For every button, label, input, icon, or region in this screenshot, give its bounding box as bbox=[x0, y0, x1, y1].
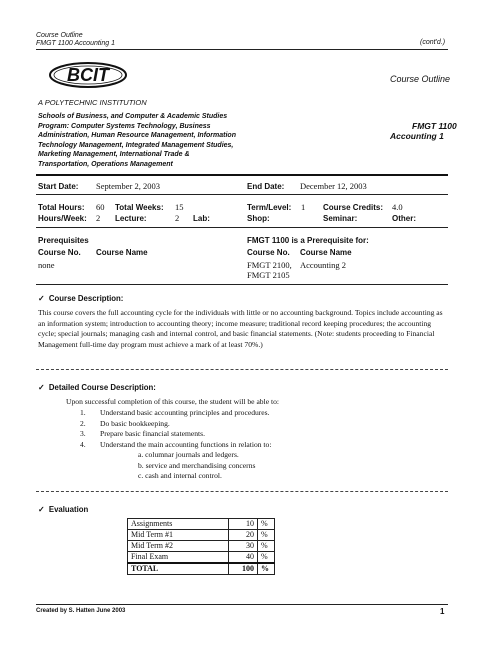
term-level-value: 1 bbox=[301, 202, 306, 212]
lab-label: Lab: bbox=[193, 214, 210, 223]
eval-total-name: TOTAL bbox=[128, 563, 229, 575]
eval-total-value: 100 bbox=[229, 563, 258, 575]
header-doc-type: Course Outline bbox=[36, 32, 83, 39]
start-date-value: September 2, 2003 bbox=[96, 181, 160, 191]
eval-value: 40 bbox=[229, 552, 258, 564]
sub-list-item: a. columnar journals and ledgers. bbox=[138, 450, 239, 459]
prereq-value: none bbox=[38, 260, 55, 270]
course-credits-label: Course Credits: bbox=[323, 203, 384, 212]
logo-text: BCIT bbox=[67, 65, 109, 85]
course-credits-value: 4.0 bbox=[392, 202, 403, 212]
total-weeks-label: Total Weeks: bbox=[115, 203, 164, 212]
eval-name: Assignments bbox=[128, 519, 229, 530]
eval-unit: % bbox=[258, 519, 275, 530]
lecture-label: Lecture: bbox=[115, 214, 147, 223]
bullet-icon: ✓ bbox=[38, 294, 49, 303]
end-date-value: December 12, 2003 bbox=[300, 181, 367, 191]
evaluation-title: Evaluation bbox=[48, 505, 89, 514]
right-course-name: Accounting 1 bbox=[390, 131, 444, 141]
school-line-6: Transportation, Operations Management bbox=[38, 160, 173, 168]
bullet-icon: ✓ bbox=[38, 383, 49, 392]
school-line-5: Marketing Management, International Trade & bbox=[38, 151, 190, 158]
course-description-text: This course covers the full accounting cycle for the individuals with little or no accounting background. Topics include accounting as an information system; introduction to accounting theory; income measure; traditional record keeping procedures; the accounting cycle; special journals; managing cash and internal control, and basic financial statements. (Note: students proceeding to Financial Management full-time day program must achieve a mark of at least 70%.) bbox=[38, 308, 443, 349]
detailed-description-title: Detailed Course Description: bbox=[48, 383, 156, 392]
hours-week-label: Hours/Week: bbox=[38, 214, 87, 223]
evaluation-section bbox=[38, 505, 88, 514]
list-item: 1. Understand basic accounting principles and procedures. bbox=[80, 408, 270, 417]
prereq-for-title: FMGT 1100 is a Prerequisite for: bbox=[247, 236, 369, 245]
course-description-title: Course Description: bbox=[48, 294, 124, 303]
eval-value: 10 bbox=[229, 519, 258, 530]
eval-name: Final Exam bbox=[128, 552, 229, 564]
course-description-section bbox=[38, 294, 123, 303]
prereq-for-course-no-1: FMGT 2100, bbox=[247, 260, 292, 270]
school-line-2: Program: Computer Systems Technology, Business bbox=[38, 122, 211, 130]
prereq-title: Prerequisites bbox=[38, 236, 89, 245]
list-item: 2. Do basic bookkeeping. bbox=[80, 418, 170, 428]
sub-list-item: c. cash and internal control. bbox=[138, 471, 222, 480]
list-item: 4. Understand the main accounting functions in relation to: bbox=[80, 439, 272, 449]
bcit-logo bbox=[44, 58, 134, 92]
header-contd: (cont'd.) bbox=[420, 39, 446, 46]
table-row-total bbox=[128, 563, 275, 575]
prereq-for-col-no: Course No. bbox=[247, 248, 290, 257]
school-line-1: Schools of Business, and Computer & Academic Studies bbox=[38, 113, 228, 120]
prereq-col-no: Course No. bbox=[38, 248, 81, 257]
detailed-rule bbox=[36, 491, 448, 492]
hours-rule bbox=[36, 227, 448, 228]
prereq-for-col-name: Course Name bbox=[300, 248, 352, 257]
table-row bbox=[128, 530, 275, 541]
start-date-label: Start Date: bbox=[38, 182, 79, 191]
bullet-icon: ✓ bbox=[38, 505, 49, 514]
evaluation-table bbox=[127, 518, 275, 575]
seminar-label: Seminar: bbox=[323, 214, 358, 223]
right-course-code: FMGT 1100 bbox=[412, 121, 457, 131]
eval-value: 30 bbox=[229, 541, 258, 552]
term-level-label: Term/Level: bbox=[247, 203, 292, 212]
footer-created: Created by S. Hatten June 2003 bbox=[36, 608, 126, 614]
detailed-list bbox=[80, 408, 440, 482]
total-hours-label: Total Hours: bbox=[38, 203, 85, 212]
dates-rule bbox=[36, 194, 448, 195]
eval-unit: % bbox=[258, 530, 275, 541]
header-rule bbox=[36, 49, 448, 50]
school-block bbox=[38, 112, 298, 169]
right-course-outline: Course Outline bbox=[390, 74, 451, 84]
eval-unit: % bbox=[258, 552, 275, 564]
eval-total-unit: % bbox=[258, 563, 275, 575]
total-hours-value: 60 bbox=[96, 202, 105, 212]
eval-name: Mid Term #1 bbox=[128, 530, 229, 541]
eval-name: Mid Term #2 bbox=[128, 541, 229, 552]
table-row bbox=[128, 541, 275, 552]
list-item: 3. Prepare basic financial statements. bbox=[80, 429, 206, 438]
shop-label: Shop: bbox=[247, 214, 270, 223]
table-row bbox=[128, 519, 275, 530]
school-line-4: Technology Management, Integrated Management Studies, bbox=[38, 141, 234, 149]
detailed-description-section bbox=[38, 383, 156, 392]
hours-week-value: 2 bbox=[96, 213, 101, 223]
table-row bbox=[128, 552, 275, 564]
footer-rule bbox=[36, 604, 448, 605]
top-section-rule bbox=[36, 174, 448, 176]
eval-unit: % bbox=[258, 541, 275, 552]
footer-page-number: 1 bbox=[440, 607, 445, 616]
lecture-value: 2 bbox=[175, 213, 180, 223]
eval-value: 20 bbox=[229, 530, 258, 541]
prereq-for-course-no-2: FMGT 2105 bbox=[247, 270, 290, 280]
header-course-line: FMGT 1100 Accounting 1 bbox=[36, 40, 115, 47]
logo-tagline: A POLYTECHNIC INSTITUTION bbox=[38, 98, 147, 107]
description-rule bbox=[36, 369, 448, 370]
school-line-3: Administration, Human Resource Management, Information bbox=[38, 132, 236, 139]
sub-list-item: b. service and merchandising concerns bbox=[138, 460, 256, 470]
total-weeks-value: 15 bbox=[175, 202, 184, 212]
prereq-for-course-name: Accounting 2 bbox=[300, 260, 347, 270]
prereq-rule bbox=[36, 284, 448, 285]
other-label: Other: bbox=[392, 214, 416, 223]
detailed-intro: Upon successful completion of this course, the student will be able to: bbox=[66, 397, 280, 406]
prereq-col-name: Course Name bbox=[96, 248, 148, 257]
end-date-label: End Date: bbox=[247, 182, 285, 191]
